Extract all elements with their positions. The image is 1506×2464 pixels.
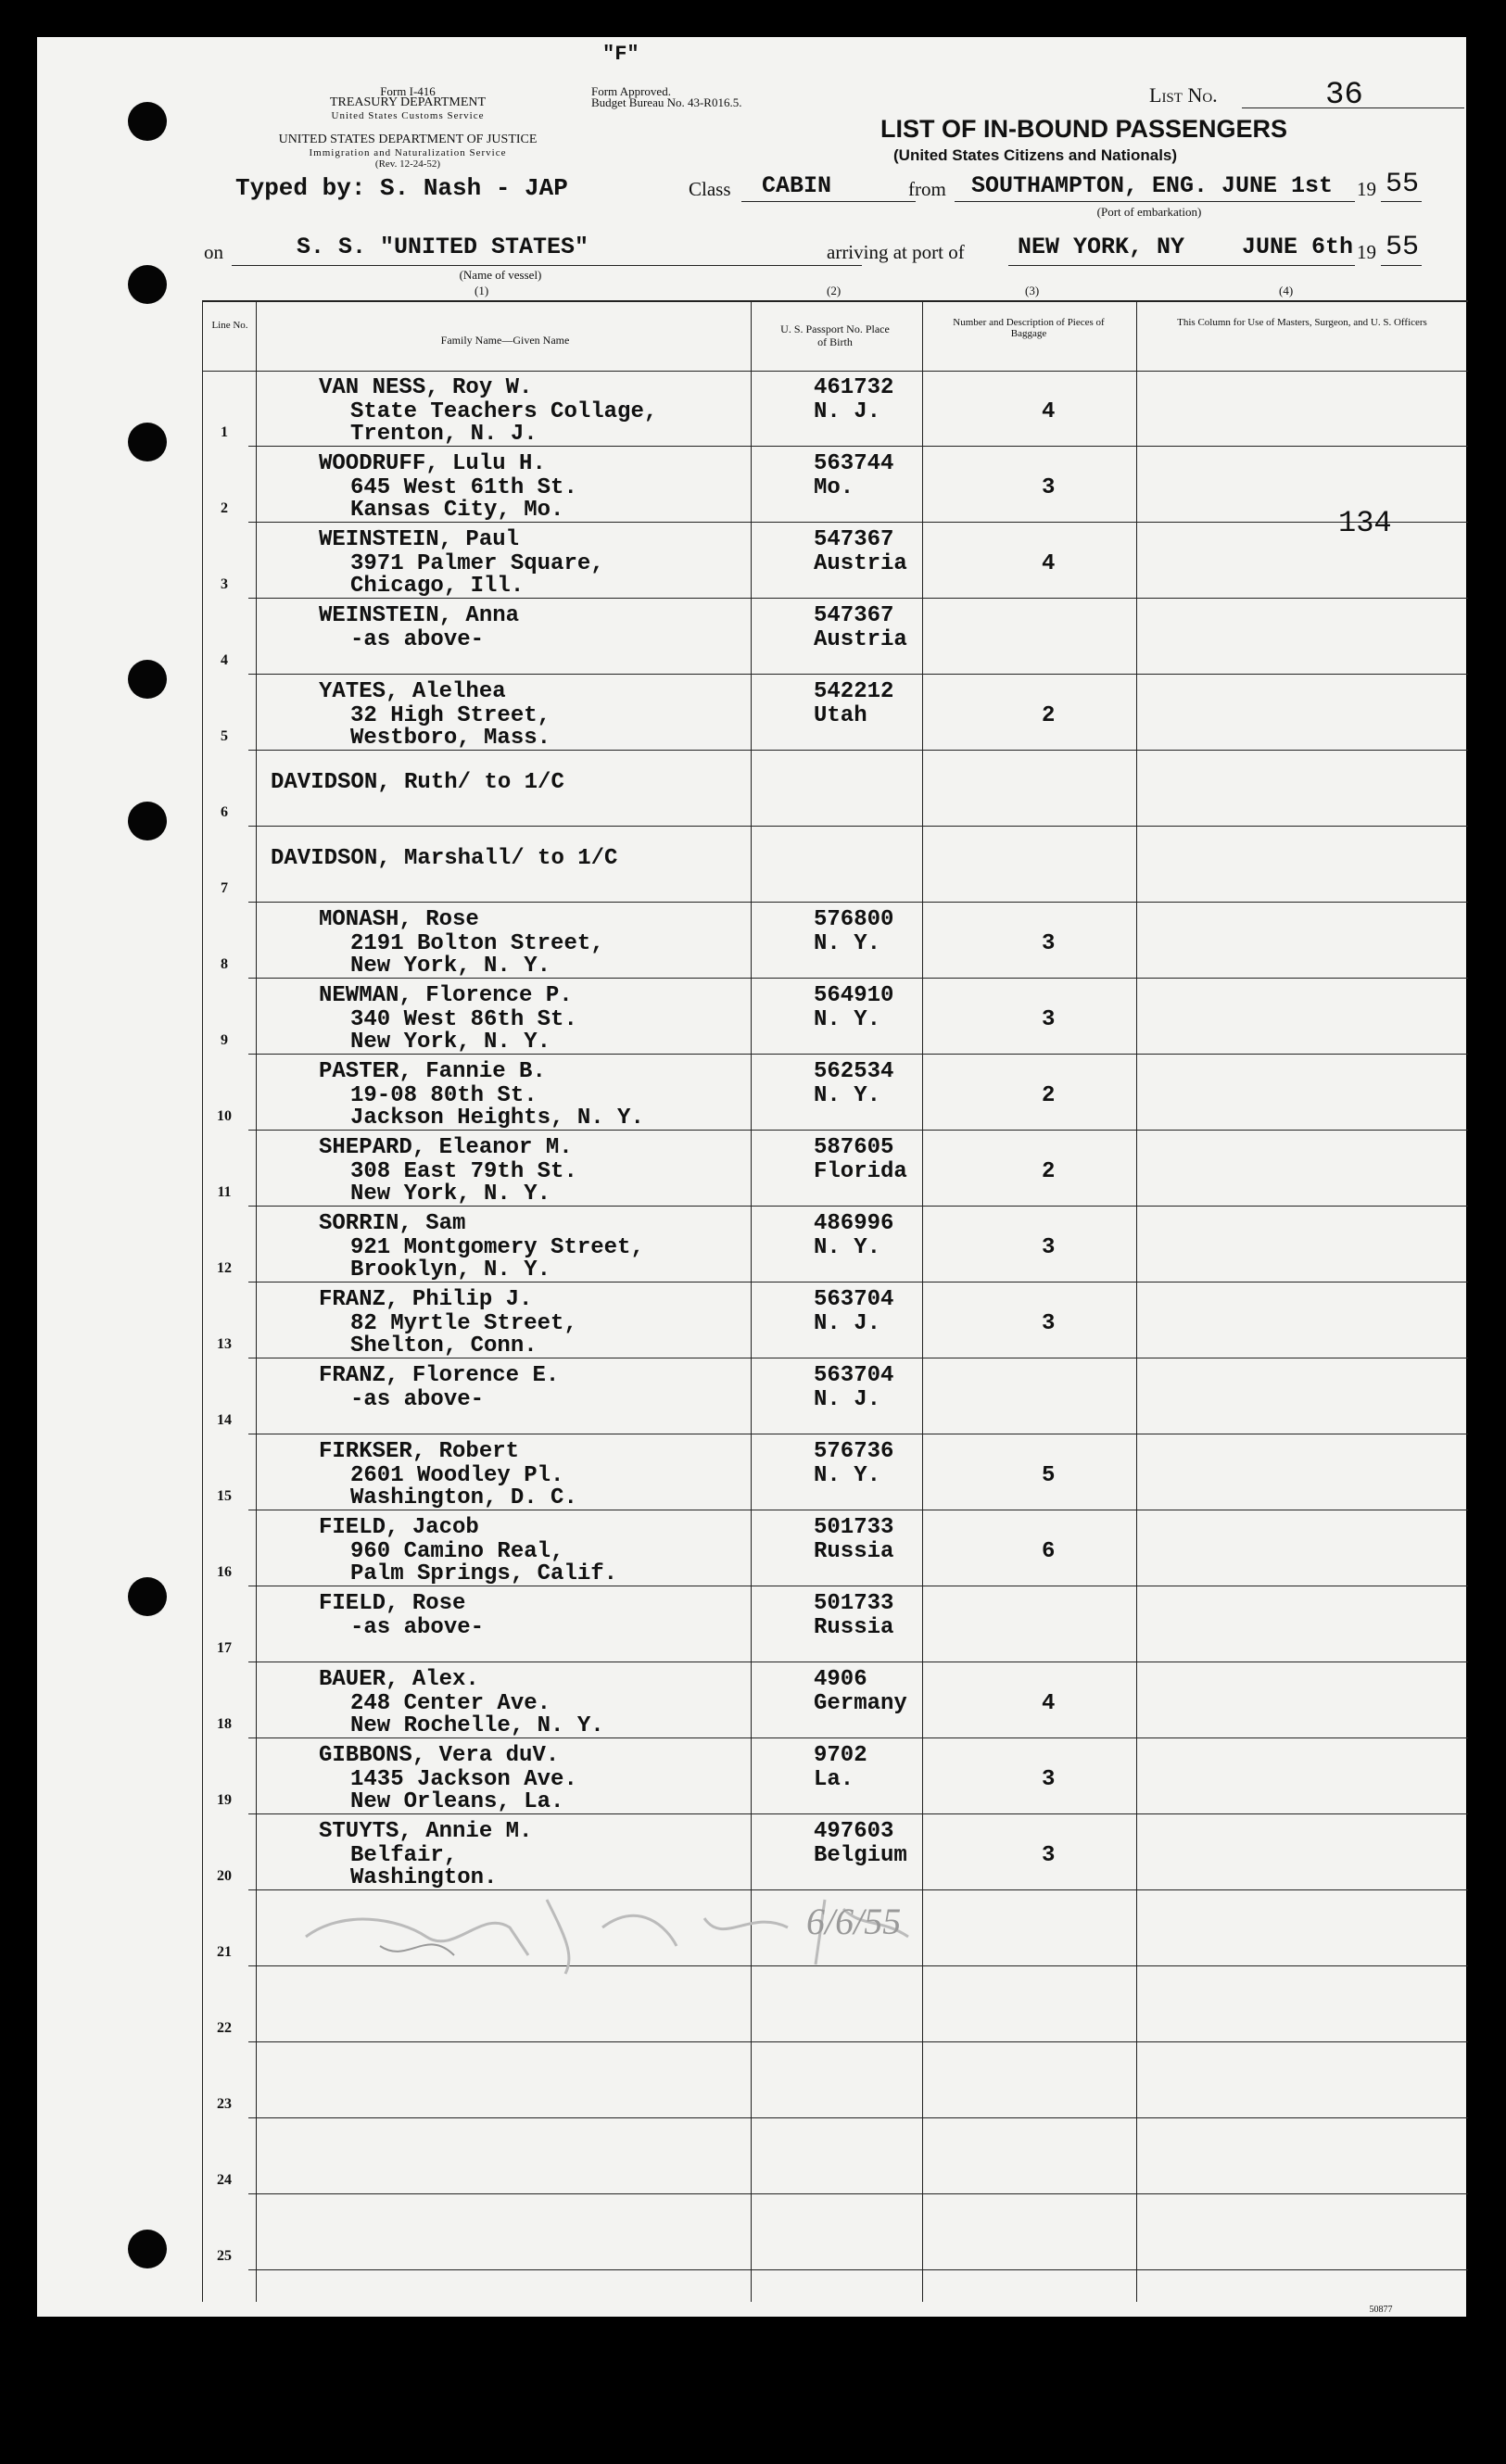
baggage-count: 4: [1042, 399, 1056, 424]
table-row: [202, 523, 1468, 599]
address-line-1: -as above-: [350, 1615, 485, 1640]
line-number: 21: [217, 1944, 232, 1960]
from-year-prefix: 19: [1357, 178, 1376, 200]
table-row: [202, 447, 1468, 523]
customs-label: United States Customs Service: [331, 110, 485, 121]
table-row: [202, 1207, 1468, 1283]
address-line-2: New York, N. Y.: [350, 954, 551, 979]
place-of-birth: N. Y.: [814, 1007, 881, 1032]
baggage-count: 4: [1042, 551, 1056, 576]
place-of-birth: La.: [814, 1767, 854, 1792]
table-row: [202, 1586, 1468, 1662]
line-number: 15: [217, 1488, 232, 1504]
line-number: 19: [217, 1792, 232, 1808]
passport-number: 563744: [814, 451, 894, 476]
place-of-birth: N. Y.: [814, 1463, 881, 1488]
arrival-year: 55: [1386, 232, 1420, 263]
header-line-no: Line No.: [211, 320, 248, 331]
address-line-1: 2191 Bolton Street,: [350, 931, 604, 956]
place-of-birth: Florida: [814, 1159, 907, 1184]
passenger-name: GIBBONS, Vera duV.: [319, 1743, 560, 1768]
passport-number: 563704: [814, 1287, 894, 1312]
vessel-name: S. S. "UNITED STATES": [297, 234, 589, 260]
passport-number: 576736: [814, 1439, 894, 1464]
address-line-1: 32 High Street,: [350, 703, 551, 728]
header-family-name: Family Name—Given Name: [440, 334, 570, 347]
address-line-2: New York, N. Y.: [350, 1030, 551, 1055]
page-title: LIST OF IN-BOUND PASSENGERS: [880, 115, 1288, 143]
table-row: [202, 675, 1468, 751]
line-number: 2: [221, 500, 228, 516]
ins-label: Immigration and Naturalization Service: [309, 147, 507, 158]
table-row: [202, 1662, 1468, 1738]
address-line-1: 248 Center Ave.: [350, 1691, 551, 1716]
treasury-label: TREASURY DEPARTMENT: [329, 95, 487, 109]
address-line-2: Washington, D. C.: [350, 1485, 577, 1510]
typed-by: Typed by: S. Nash - JAP: [235, 174, 568, 202]
baggage-count: 5: [1042, 1463, 1056, 1488]
address-line-2: New York, N. Y.: [350, 1181, 551, 1207]
place-of-birth: N. Y.: [814, 1083, 881, 1108]
passenger-name: PASTER, Fannie B.: [319, 1059, 546, 1084]
passenger-name: FIELD, Rose: [319, 1591, 466, 1616]
table-row: [202, 371, 1468, 447]
table-row: [202, 1358, 1468, 1434]
passport-number: 486996: [814, 1211, 894, 1236]
address-line-1: State Teachers Collage,: [350, 399, 658, 424]
passenger-name: FIRKSER, Robert: [319, 1439, 520, 1464]
passenger-name: BAUER, Alex.: [319, 1667, 479, 1692]
baggage-count: 3: [1042, 931, 1056, 956]
table-row: [202, 979, 1468, 1055]
baggage-count: 6: [1042, 1539, 1056, 1564]
form-id: Form I-416: [380, 84, 436, 98]
passport-number: 497603: [814, 1819, 894, 1844]
passport-number: 542212: [814, 679, 894, 704]
table-row: [202, 2194, 1468, 2270]
passenger-name: SHEPARD, Eleanor M.: [319, 1135, 573, 1160]
passport-number: 562534: [814, 1059, 894, 1084]
passport-number: 576800: [814, 907, 894, 932]
place-of-birth: Mo.: [814, 475, 854, 500]
passenger-name: FRANZ, Florence E.: [319, 1363, 560, 1388]
address-line-1: Belfair,: [350, 1843, 458, 1868]
place-of-birth: N. J.: [814, 1387, 881, 1412]
passenger-name: FRANZ, Philip J.: [319, 1287, 533, 1312]
page-subtitle: (United States Citizens and Nationals): [893, 146, 1178, 164]
passenger-name: VAN NESS, Roy W.: [319, 375, 533, 400]
from-line: [955, 201, 1355, 202]
baggage-count: 3: [1042, 1311, 1056, 1336]
address-line-2: New Rochelle, N. Y.: [350, 1713, 604, 1738]
arrival-date: JUNE 6th: [1242, 234, 1354, 260]
from-year: 55: [1386, 169, 1420, 200]
margin-note: 134: [1338, 506, 1392, 540]
cancelled-entry: DAVIDSON, Marshall/ to 1/C: [271, 846, 618, 871]
line-number: 8: [221, 956, 228, 972]
address-line-1: -as above-: [350, 627, 485, 652]
address-line-1: 82 Myrtle Street,: [350, 1311, 577, 1336]
address-line-2: New Orleans, La.: [350, 1789, 564, 1814]
arrival-line: [1008, 265, 1355, 266]
line-number: 22: [217, 2020, 232, 2036]
passport-number: 564910: [814, 983, 894, 1008]
line-number: 13: [217, 1336, 232, 1352]
on-label: on: [204, 241, 223, 263]
table-row: [202, 751, 1468, 827]
place-of-birth: Austria: [814, 627, 907, 652]
punch-hole: [128, 802, 167, 840]
passport-number: 501733: [814, 1591, 894, 1616]
arrival-year-prefix: 19: [1357, 241, 1376, 263]
passenger-name: MONASH, Rose: [319, 907, 479, 932]
line-number: 1: [221, 424, 228, 440]
header-passport: U. S. Passport No. Place of Birth: [780, 322, 890, 348]
place-of-birth: Belgium: [814, 1843, 907, 1868]
passenger-name: YATES, Alelhea: [319, 679, 506, 704]
row-divider: [248, 2269, 1468, 2270]
passenger-name: STUYTS, Annie M.: [319, 1819, 533, 1844]
table-row: [202, 2118, 1468, 2194]
from-year-line: [1381, 201, 1422, 202]
passenger-name: SORRIN, Sam: [319, 1211, 466, 1236]
punch-hole: [128, 265, 167, 304]
header-baggage: Number and Description of Pieces of Baggage: [953, 317, 1105, 339]
table-row: [202, 1738, 1468, 1814]
address-line-2: Westboro, Mass.: [350, 726, 551, 751]
table-row: [202, 1434, 1468, 1510]
vessel-note: (Name of vessel): [459, 268, 542, 282]
vessel-line: [232, 265, 862, 266]
place-of-birth: Russia: [814, 1539, 894, 1564]
line-number: 6: [221, 804, 228, 820]
punch-hole: [128, 2230, 167, 2268]
arrival-port: NEW YORK, NY: [1018, 234, 1185, 260]
address-line-2: Jackson Heights, N. Y.: [350, 1106, 644, 1131]
arriving-label: arriving at port of: [827, 241, 965, 263]
line-number: 4: [221, 652, 228, 668]
address-line-2: Shelton, Conn.: [350, 1333, 538, 1358]
baggage-count: 2: [1042, 1159, 1056, 1184]
passport-number: 9702: [814, 1743, 867, 1768]
table-row: [202, 1283, 1468, 1358]
passenger-name: WEINSTEIN, Paul: [319, 527, 520, 552]
class-line: [741, 201, 916, 202]
justice-label: UNITED STATES DEPARTMENT OF JUSTICE: [278, 133, 538, 146]
list-number: 36: [1325, 78, 1363, 113]
form-approved: Form Approved.: [591, 84, 671, 98]
baggage-count: 2: [1042, 703, 1056, 728]
line-number: 25: [217, 2248, 232, 2264]
passport-number: 563704: [814, 1363, 894, 1388]
line-number: 5: [221, 728, 228, 744]
from-label: from: [908, 178, 946, 200]
address-line-2: Kansas City, Mo.: [350, 498, 564, 523]
table-top-border: [202, 300, 1468, 302]
passenger-name: WOODRUFF, Lulu H.: [319, 451, 546, 476]
col-number-3: (3): [1025, 284, 1040, 297]
punch-hole: [128, 102, 167, 141]
col-number-2: (2): [827, 284, 842, 297]
address-line-1: 340 West 86th St.: [350, 1007, 577, 1032]
place-of-birth: Germany: [814, 1691, 907, 1716]
arrival-year-line: [1381, 265, 1422, 266]
place-of-birth: N. Y.: [814, 1235, 881, 1260]
passport-number: 4906: [814, 1667, 867, 1692]
line-number: 23: [217, 2096, 232, 2112]
line-number: 24: [217, 2172, 232, 2188]
passport-number: 501733: [814, 1515, 894, 1540]
address-line-2: Trenton, N. J.: [350, 422, 538, 447]
col-number-4: (4): [1279, 284, 1294, 297]
address-line-1: 1435 Jackson Ave.: [350, 1767, 577, 1792]
baggage-count: 3: [1042, 1007, 1056, 1032]
baggage-count: 3: [1042, 1767, 1056, 1792]
address-line-1: 19-08 80th St.: [350, 1083, 538, 1108]
signature-date: 6/6/55: [806, 1901, 902, 1942]
line-number: 20: [217, 1868, 232, 1884]
class-value: CABIN: [762, 172, 832, 199]
table-row: [202, 903, 1468, 979]
line-number: 9: [221, 1032, 228, 1048]
table-row: [202, 599, 1468, 675]
place-of-birth: Austria: [814, 551, 907, 576]
address-line-2: Chicago, Ill.: [350, 574, 525, 599]
line-number: 11: [217, 1184, 232, 1200]
line-number: 18: [217, 1716, 232, 1732]
address-line-1: 960 Camino Real,: [350, 1539, 564, 1564]
baggage-count: 3: [1042, 1235, 1056, 1260]
col-number-1: (1): [475, 284, 489, 297]
passport-number: 547367: [814, 603, 894, 628]
line-number: 17: [217, 1640, 232, 1656]
line-number: 16: [217, 1564, 232, 1580]
line-number: 14: [217, 1412, 232, 1428]
header-officer-use: This Column for Use of Masters, Surgeon, and U. S. Officers: [1177, 317, 1427, 328]
address-line-2: Palm Springs, Calif.: [350, 1561, 618, 1586]
table-row: [202, 1131, 1468, 1207]
place-of-birth: Utah: [814, 703, 867, 728]
cancelled-entry: DAVIDSON, Ruth/ to 1/C: [271, 770, 564, 795]
list-no-label: List No.: [1149, 83, 1218, 107]
passport-number: 547367: [814, 527, 894, 552]
line-number: 7: [221, 880, 228, 896]
footer-code: 50877: [1369, 2305, 1393, 2315]
line-number: 12: [217, 1260, 232, 1276]
baggage-count: 3: [1042, 475, 1056, 500]
table-row: [202, 1510, 1468, 1586]
budget-number: Budget Bureau No. 43-R016.5.: [591, 95, 742, 109]
address-line-1: 308 East 79th St.: [350, 1159, 577, 1184]
baggage-count: 2: [1042, 1083, 1056, 1108]
address-line-1: 645 West 61th St.: [350, 475, 577, 500]
place-of-birth: N. Y.: [814, 931, 881, 956]
class-label: Class: [689, 178, 731, 200]
table-row: [202, 1055, 1468, 1131]
line-number: 3: [221, 576, 228, 592]
address-line-2: Washington.: [350, 1865, 498, 1890]
from-value: SOUTHAMPTON, ENG. JUNE 1st: [971, 172, 1334, 199]
baggage-count: 4: [1042, 1691, 1056, 1716]
passport-number: 587605: [814, 1135, 894, 1160]
table-row: [202, 827, 1468, 903]
manifest-page: [37, 37, 1466, 2317]
address-line-1: -as above-: [350, 1387, 485, 1412]
table-row: [202, 2042, 1468, 2118]
punch-hole: [128, 1577, 167, 1616]
address-line-2: Brooklyn, N. Y.: [350, 1257, 551, 1283]
baggage-count: 3: [1042, 1843, 1056, 1868]
passenger-name: WEINSTEIN, Anna: [319, 603, 520, 628]
embark-note: (Port of embarkation): [1096, 205, 1202, 219]
rev-label: (Rev. 12-24-52): [374, 158, 441, 170]
passport-number: 461732: [814, 375, 894, 400]
address-line-1: 2601 Woodley Pl.: [350, 1463, 564, 1488]
place-of-birth: N. J.: [814, 399, 881, 424]
form-quote-mark: "F": [602, 43, 639, 66]
place-of-birth: N. J.: [814, 1311, 881, 1336]
address-line-1: 3971 Palmer Square,: [350, 551, 604, 576]
passenger-name: NEWMAN, Florence P.: [319, 983, 573, 1008]
place-of-birth: Russia: [814, 1615, 894, 1640]
punch-hole: [128, 423, 167, 461]
line-number: 10: [217, 1108, 232, 1124]
passenger-name: FIELD, Jacob: [319, 1515, 479, 1540]
address-line-1: 921 Montgomery Street,: [350, 1235, 644, 1260]
punch-hole: [128, 660, 167, 699]
